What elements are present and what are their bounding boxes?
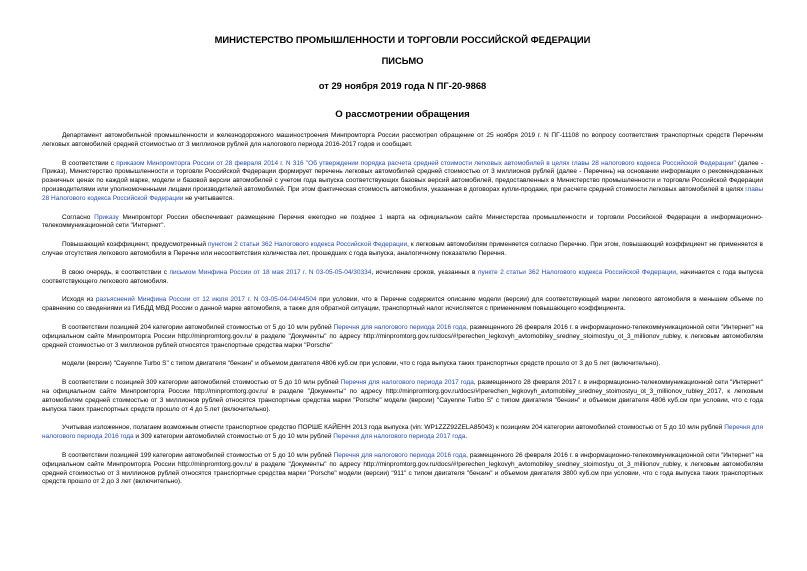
document-link[interactable]: Перечня для налогового периода 2016 года (333, 451, 467, 459)
body-text-segment: , исчисление сроков, указанных в (371, 268, 478, 276)
document-type: ПИСЬМО (381, 55, 424, 66)
ministry-title: МИНИСТЕРСТВО ПРОМЫШЛЕННОСТИ И ТОРГОВЛИ РОССИЙСКОЙ ФЕДЕРАЦИИ (214, 34, 591, 45)
document-link[interactable]: Перечня для налогового периода 2017 года (333, 433, 466, 441)
paragraph-7 (42, 324, 763, 350)
document-subject: О рассмотрении обращения (335, 109, 470, 120)
body-text-segment: , размещенного 26 февраля 2016 г. в информационно-телекоммуникационной сети "Интернет" на официальном сайте Минпромторга России http://minpromtorg.gov.ru/ в разделе "Документы" по адресу http://minpromtorg.gov.ru/docs/#!perechen_legkovyh_avtomobiley_sredney_stoimostyu_ot_3_millionov_rubley, к легковым автомобилям средней стоимостью от 3 миллионов рублей относятся транспортные средства марки "Porsche" модели (версии) "911" с типом двигателя "бензин" и объемом двигателя 3800 куб.см при условии, что с года выпуска таких транспортных средств прошло от 2 до 3 лет (включительно). (42, 451, 763, 486)
document-date-number: от 29 ноября 2019 года N ПГ-20-9868 (318, 80, 487, 91)
body-text-segment: Учитывая изложенное, полагаем возможным отнести транспортное средство ПОРШЕ КАЙЕНН 2013 года выпуска (vin: WP1ZZZ92ZELA85043) к позициям 204 категории автомобилей стоимостью от 5 до 10 млн рублей (62, 424, 725, 432)
body-text-segment: В соответствии позицией 199 категории автомобилей стоимостью от 5 до 10 млн рублей (62, 451, 334, 459)
document-link[interactable]: Перечня для налогового периода 2017 года (340, 379, 474, 387)
body-text-segment: Согласно (62, 213, 95, 221)
document-link[interactable]: пункте 2 статьи 362 Налогового кодекса Российской Федерации (477, 268, 676, 276)
body-text-segment: В соответствии с позицией 309 категории автомобилей стоимостью от 5 до 10 млн рублей (62, 379, 341, 387)
paragraph-9 (42, 379, 763, 414)
paragraph-5 (42, 269, 763, 287)
body-text-segment: , к легковым автомобилям применяется согласно Перечню. При этом, повышающий коэффициент не применяется в случае отсутствия легкового автомобиля в Перечне или несоответствия количества лет, прошедших с года выпуска, аналогичному показателю Перечня. (42, 241, 763, 257)
document-link[interactable]: Перечня для налогового периода 2016 года (333, 323, 467, 331)
body-text-segment: при условии, что в Перечне содержится описание модели (версии) для соответствующей марки легкового автомобиля в меньшем объеме по сравнению со сведениями из ГИБДД МВД России о данной марке автомобиля, а также для обратной ситуации, транспортный налог исчисляется с применением повышающего коэффициента. (42, 296, 763, 313)
document-link[interactable]: разъяснений Минфина России от 12 июля 2017 г. N 03-05-04-04/44504 (95, 296, 317, 304)
body-text-segment: , начинается с года выпуска соответствующего легкового автомобиля. (42, 268, 763, 285)
paragraph-2 (42, 160, 763, 204)
body-text-segment: В соответствии позицией 204 категории автомобилей стоимостью от 5 до 10 млн рублей (62, 323, 334, 331)
document-link[interactable]: Перечня для налогового периода 2016 года (42, 424, 763, 441)
body-text-segment: Департамент автомобильной промышленности и железнодорожного машиностроения Минпромторга России рассмотрел обращение от 25 ноября 2019 г. N ПГ-11108 по вопросу соответствия транспортных средств Перечням легковых автомобилей средней стоимостью от 3 миллионов рублей для налогового периода 2016-2017 годов и сообщает. (42, 132, 763, 148)
paragraph-6 (42, 296, 763, 314)
body-text-segment: , размещенного 28 февраля 2017 г. в информационно-телекоммуникационной сети "Интернет" на официальном сайте Минпромторга России http://minpromtorg.gov.ru/ в разделе "Документы" по адресу http://minpromtorg.gov.ru/docs/#!perechen_legkovyh_avtomobiley_sredney_stoimostyu_ot_3_millionov_rubley_2017, к легковым автомобилям средней стоимостью от 3 миллионов рублей относятся транспортные средства марки "Porsche" модели (версии) "Cayenne Turbo S" с типом двигателя "бензин" и объемом двигателя 4806 куб.см при условии, что с года выпуска таких транспортных средств прошло от 4 до 5 лет (включительно). (42, 379, 763, 413)
paragraph-8 (42, 360, 763, 369)
document-link[interactable]: письмом Минфина России от 18 мая 2017 г. N 03-05-05-04/30334 (169, 268, 372, 276)
body-text-segment: В соответствии с (62, 159, 117, 167)
paragraph-11 (42, 452, 763, 487)
body-text-segment: Повышающий коэффициент, предусмотренный (62, 241, 208, 249)
body-text-segment: . (465, 433, 468, 441)
body-text-segment: Минпромторг России обеспечивает размещение Перечня ежегодно не позднее 1 марта на официальном сайте Министерства промышленности и торговли Российской Федерации в информационно-телекоммуникационной сети "Интернет". (42, 213, 763, 230)
paragraph-10 (42, 424, 763, 442)
body-text-segment: Исходя из (62, 296, 96, 304)
body-text-segment: , размещенного 26 февраля 2016 г. в информационно-телекоммуникационной сети "Интернет" на официальном сайте Минпромторга России http://minpromtorg.gov.ru/ в разделе "Документы" по адресу http://minpromtorg.gov.ru/docs/#!perechen_legkovyh_avtomobiley_sredney_stoimostyu_ot_3_millionov_rubley, к легковым автомобилям средней стоимостью от 3 миллионов рублей относятся транспортные средства марки "Porsche" (42, 323, 763, 349)
body-text-segment: (далее - Приказ), Министерство промышленности и торговли Российской Федерации формирует перечень легковых автомобилей средней стоимостью от 3 миллионов рублей (далее - Перечень) на основании информации о рекомендованных розничных ценах по каждой марке, модели и базовой версии автомобилей с учетом года выпуска соответствующих базовых версий автомобилей, предоставленных в Министерство промышленности и торговли Российской Федерации производителями или уполномоченными лицами производителей автомобилей. При этом фактическая стоимость автомобиля, указанная в договорах купли-продажи, при расчете средней стоимости легковых автомобилей в целях (42, 159, 764, 193)
body-text-segment: и 309 категории автомобилей стоимостью от 5 до 10 млн рублей (133, 433, 334, 441)
document-link[interactable]: пунктом 2 статьи 362 Налогового кодекса Российской Федерации (207, 241, 408, 249)
document-body (42, 132, 763, 487)
paragraph-1 (42, 132, 763, 150)
body-text-segment: не учитывается. (183, 194, 234, 202)
paragraph-4 (42, 241, 763, 259)
document-link[interactable]: приказом Минпромторга России от 28 февраля 2014 г. N 316 "Об утверждении порядка расчета средней стоимости легковых автомобилей в целях главы 28 налогового кодекса Российской Федерации" (116, 159, 736, 167)
document-link[interactable]: главы 28 Налогового кодекса Российской Федерации (42, 185, 763, 202)
document-link[interactable]: Приказу (94, 213, 119, 221)
body-text-segment: модели (версии) "Cayenne Turbo S" с типом двигателя "бензин" и объемом двигателя 4806 куб.см при условии, что с года выпуска таких транспортных средств прошло от 3 до 5 лет (включительно). (62, 360, 661, 368)
paragraph-3 (42, 214, 763, 232)
body-text-segment: В свою очередь, в соответствии с (62, 268, 170, 276)
